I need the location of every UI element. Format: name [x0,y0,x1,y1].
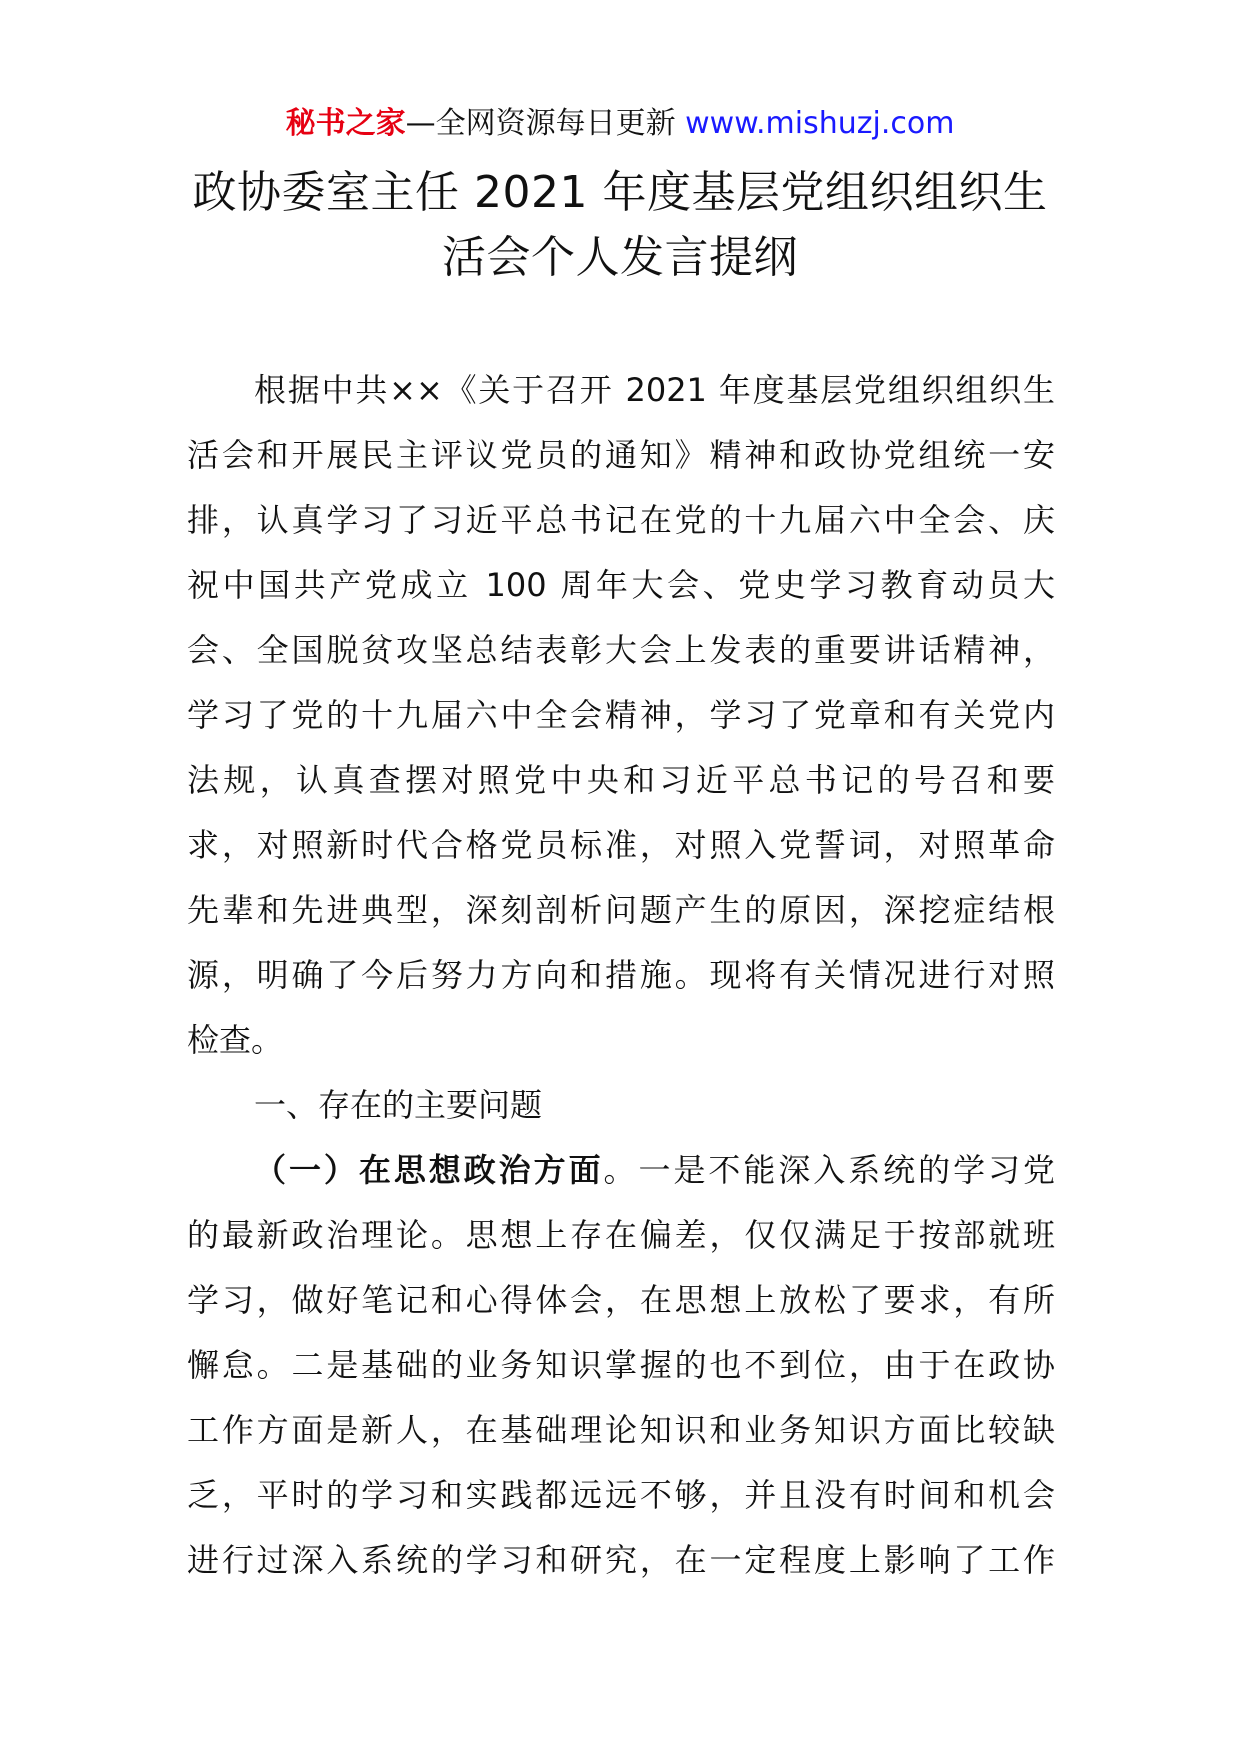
paragraph-line: 源，明确了今后努力方向和措施。现将有关情况进行对照 [187,956,1055,994]
paragraph-line: 祝中国共产党成立 100 周年大会、党史学习教育动员大 [187,566,1055,604]
site-tagline: —全网资源每日更新 [405,106,686,141]
title-line: 活会个人发言提纲 [442,232,798,283]
paragraph-line: 工作方面是新人，在基础理论知识和业务知识方面比较缺 [187,1411,1055,1449]
paragraph-line: 检查。 [187,1021,284,1059]
paragraph-line: 乏，平时的学习和实践都远远不够，并且没有时间和机会 [187,1476,1055,1514]
paragraph-line: 先辈和先进典型，深刻剖析问题产生的原因，深挖症结根 [187,891,1055,929]
paragraph-line: 学习了党的十九届六中全会精神，学习了党章和有关党内 [187,696,1055,734]
subsection-first-text: 。一是不能深入系统的学习党 [603,1151,1055,1189]
subsection-heading: （一）在思想政治方面 [254,1151,604,1189]
paragraph-line: 求，对照新时代合格党员标准，对照入党誓词，对照革命 [187,826,1055,864]
site-header [0,100,1240,148]
document-title [150,160,1090,290]
paragraph-line: 法规，认真查摆对照党中央和习近平总书记的号召和要 [187,761,1055,799]
title-line: 政协委室主任 2021 年度基层党组织组织生 [192,167,1048,218]
document-body [187,358,1055,1593]
paragraph-line: 学习，做好笔记和心得体会，在思想上放松了要求，有所 [187,1281,1055,1319]
section-heading: 一、存在的主要问题 [254,1086,543,1124]
paragraph-line: 的最新政治理论。思想上存在偏差，仅仅满足于按部就班 [187,1216,1055,1254]
paragraph-line: 进行过深入系统的学习和研究，在一定程度上影响了工作 [187,1541,1055,1579]
paragraph-line: 会、全国脱贫攻坚总结表彰大会上发表的重要讲话精神， [187,631,1055,669]
paragraph-line: 排，认真学习了习近平总书记在党的十九届六中全会、庆 [187,501,1055,539]
paragraph-line: 根据中共××《关于召开 2021 年度基层党组织组织生 [254,371,1055,409]
paragraph-line: 懈怠。二是基础的业务知识掌握的也不到位，由于在政协 [187,1346,1055,1384]
paragraph-line: 活会和开展民主评议党员的通知》精神和政协党组统一安 [187,436,1055,474]
site-url[interactable]: www.mishuzj.com [685,106,955,141]
site-brand: 秘书之家 [285,106,406,141]
subsection-first-line [187,1138,1055,1203]
